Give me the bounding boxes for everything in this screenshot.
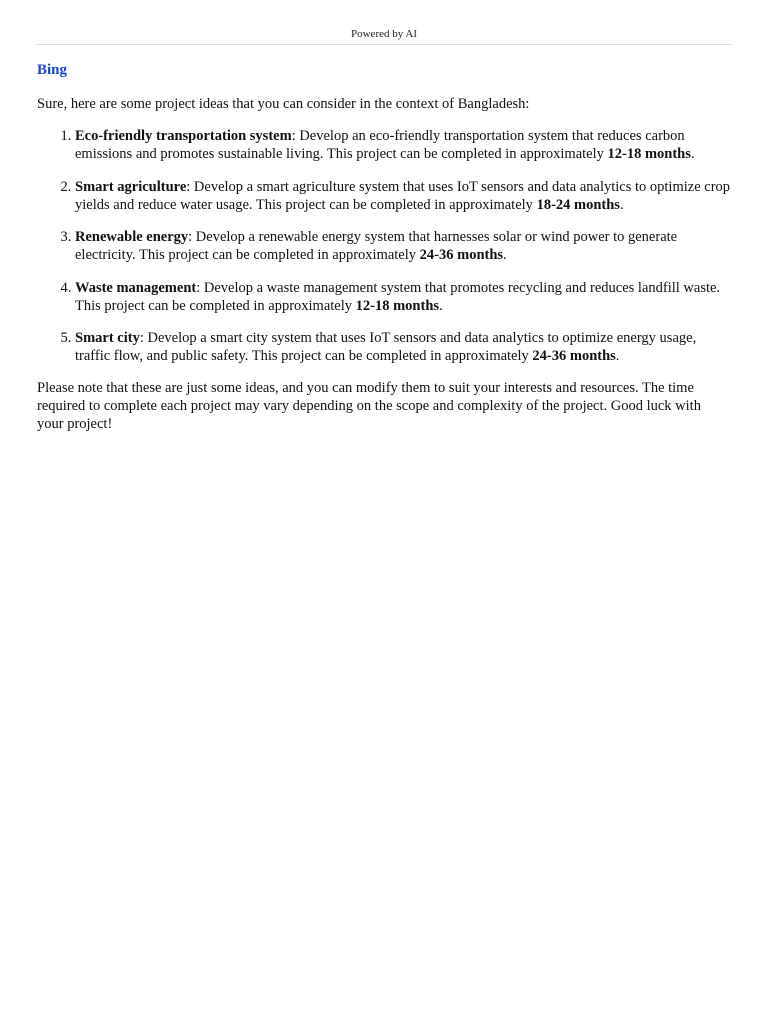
idea-title: Smart city [75,330,140,346]
project-ideas-list [37,127,731,365]
idea-description: : Develop a smart agriculture system that uses IoT sensors and data analytics to optimize crop yields and reduce water usage. This project can be completed in approximately [75,178,731,213]
idea-end: . [503,247,507,263]
idea-title: Waste management [75,279,197,296]
list-item [75,178,731,214]
idea-description: : Develop a smart city system that uses IoT sensors and data analytics to optimize energy usage, traffic flow, and public safety. This project can be completed in approximately [75,330,697,364]
list-item [75,329,731,365]
idea-description: : Develop a waste management system that promotes recycling and reduces landfill waste. This project can be completed in approximately [75,279,721,314]
idea-duration: 12-18 months [607,146,691,162]
idea-title: Smart agriculture [75,178,187,195]
idea-duration: 24-36 months [532,348,616,364]
idea-end: . [615,348,620,364]
list-item [75,279,731,315]
powered-by-header: Powered by AI [37,0,731,45]
intro-text: Sure, here are some project ideas that you can consider in the context of Bangladesh: [37,96,530,112]
closing-note: Please note that these are just some ideas, and you can modify them to suit your interests and resources. The time required to complete each project may vary depending on the scope and complexity of the project. Good luck with your project! [37,380,701,432]
idea-description: : Develop an eco-friendly transportation system that reduces carbon emissions and promotes sustainable living. This project can be completed in approximately [75,128,685,162]
idea-end: . [619,196,624,213]
list-item [75,228,731,264]
idea-title: Renewable energy [75,229,189,245]
idea-duration: 18-24 months [536,196,620,213]
source-name: Bing [37,62,68,78]
list-item [75,127,731,163]
idea-end: . [439,297,443,314]
idea-title: Eco-friendly transportation system [75,128,292,144]
idea-description: : Develop a renewable energy system that harnesses solar or wind power to generate electricity. This project can be completed in approximately [75,229,678,263]
idea-duration: 12-18 months [355,297,440,314]
idea-duration: 24-36 months [419,247,504,263]
idea-end: . [690,146,695,162]
